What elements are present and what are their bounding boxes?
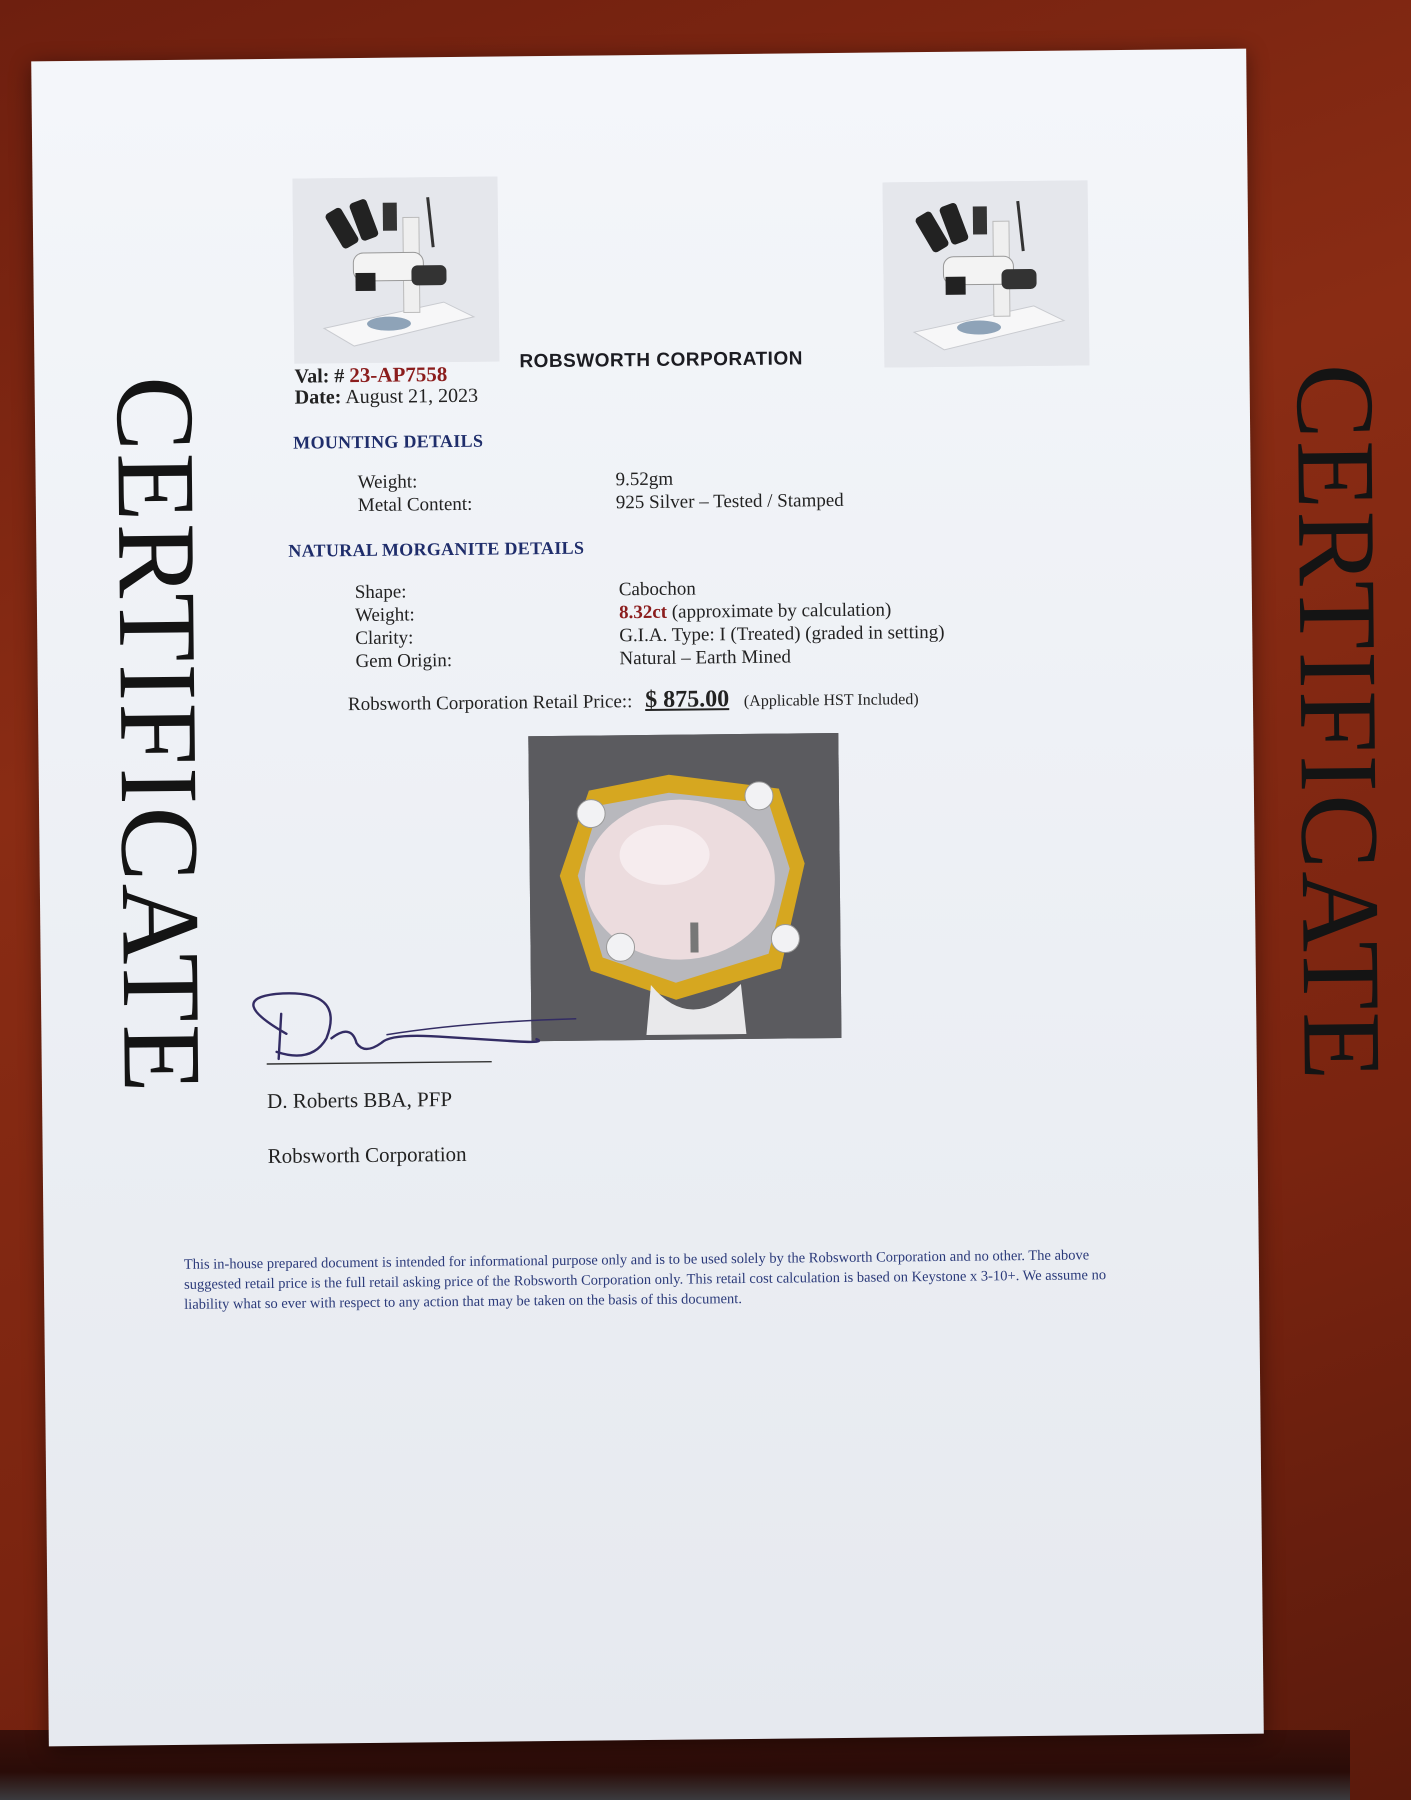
mounting-heading: MOUNTING DETAILS	[293, 430, 484, 453]
certificate-sheet	[31, 49, 1404, 1747]
mounting-weight-value: 9.52gm	[615, 468, 674, 491]
price-note: (Applicable HST Included)	[743, 691, 919, 710]
signer-company: Robsworth Corporation	[267, 1141, 467, 1168]
retail-price-line	[348, 684, 919, 717]
certificate-date	[295, 385, 479, 410]
microscope-image-left	[292, 177, 499, 364]
origin-label: Gem Origin:	[355, 650, 453, 673]
valuation-id: 23-AP7558	[349, 362, 448, 388]
carat-value: 8.32ct	[618, 601, 668, 624]
carat-note: (approximate by calculation)	[671, 599, 892, 623]
date-value: August 21, 2023	[345, 384, 479, 409]
disclaimer-text: This in-house prepared document is intended for informational purpose only and is to be used solely by the Robsworth Corporation and no other. The above suggested retail price is the full retail asking price of the Robsworth Corporation only. This retail cost calculation is based on Keystone x 3-10+. We assume no liability what so ever with respect to any action that may be taken on the basis of this document.	[183, 1247, 1107, 1313]
date-label: Date:	[294, 386, 342, 409]
metal-content-value: 925 Silver – Tested / Stamped	[615, 489, 844, 514]
microscope-image-right	[883, 180, 1090, 367]
shape-value: Cabochon	[618, 578, 696, 601]
certificate-side-label-right: CERTIFICATE	[1272, 363, 1404, 1083]
handwritten-signature	[216, 981, 597, 1075]
clarity-label: Clarity:	[355, 627, 414, 650]
valuation-label: Val: #	[294, 365, 345, 388]
signer-name: D. Roberts BBA, PFP	[266, 1087, 453, 1113]
clarity-value: G.I.A. Type: I (Treated) (graded in setting)	[619, 621, 945, 647]
morganite-heading: NATURAL MORGANITE DETAILS	[288, 537, 585, 561]
origin-value: Natural – Earth Mined	[619, 646, 792, 670]
price-amount: $ 875.00	[644, 686, 730, 714]
certificate-side-label-left: CERTIFICATE	[92, 375, 225, 1096]
price-label: Robsworth Corporation Retail Price::	[347, 691, 633, 716]
gem-weight-value	[619, 599, 891, 624]
company-header: ROBSWORTH CORPORATION	[519, 348, 804, 373]
mounting-weight-label: Weight:	[357, 471, 418, 494]
metal-content-label: Metal Content:	[357, 493, 473, 517]
gem-weight-label: Weight:	[354, 604, 415, 627]
shape-label: Shape:	[354, 581, 407, 604]
